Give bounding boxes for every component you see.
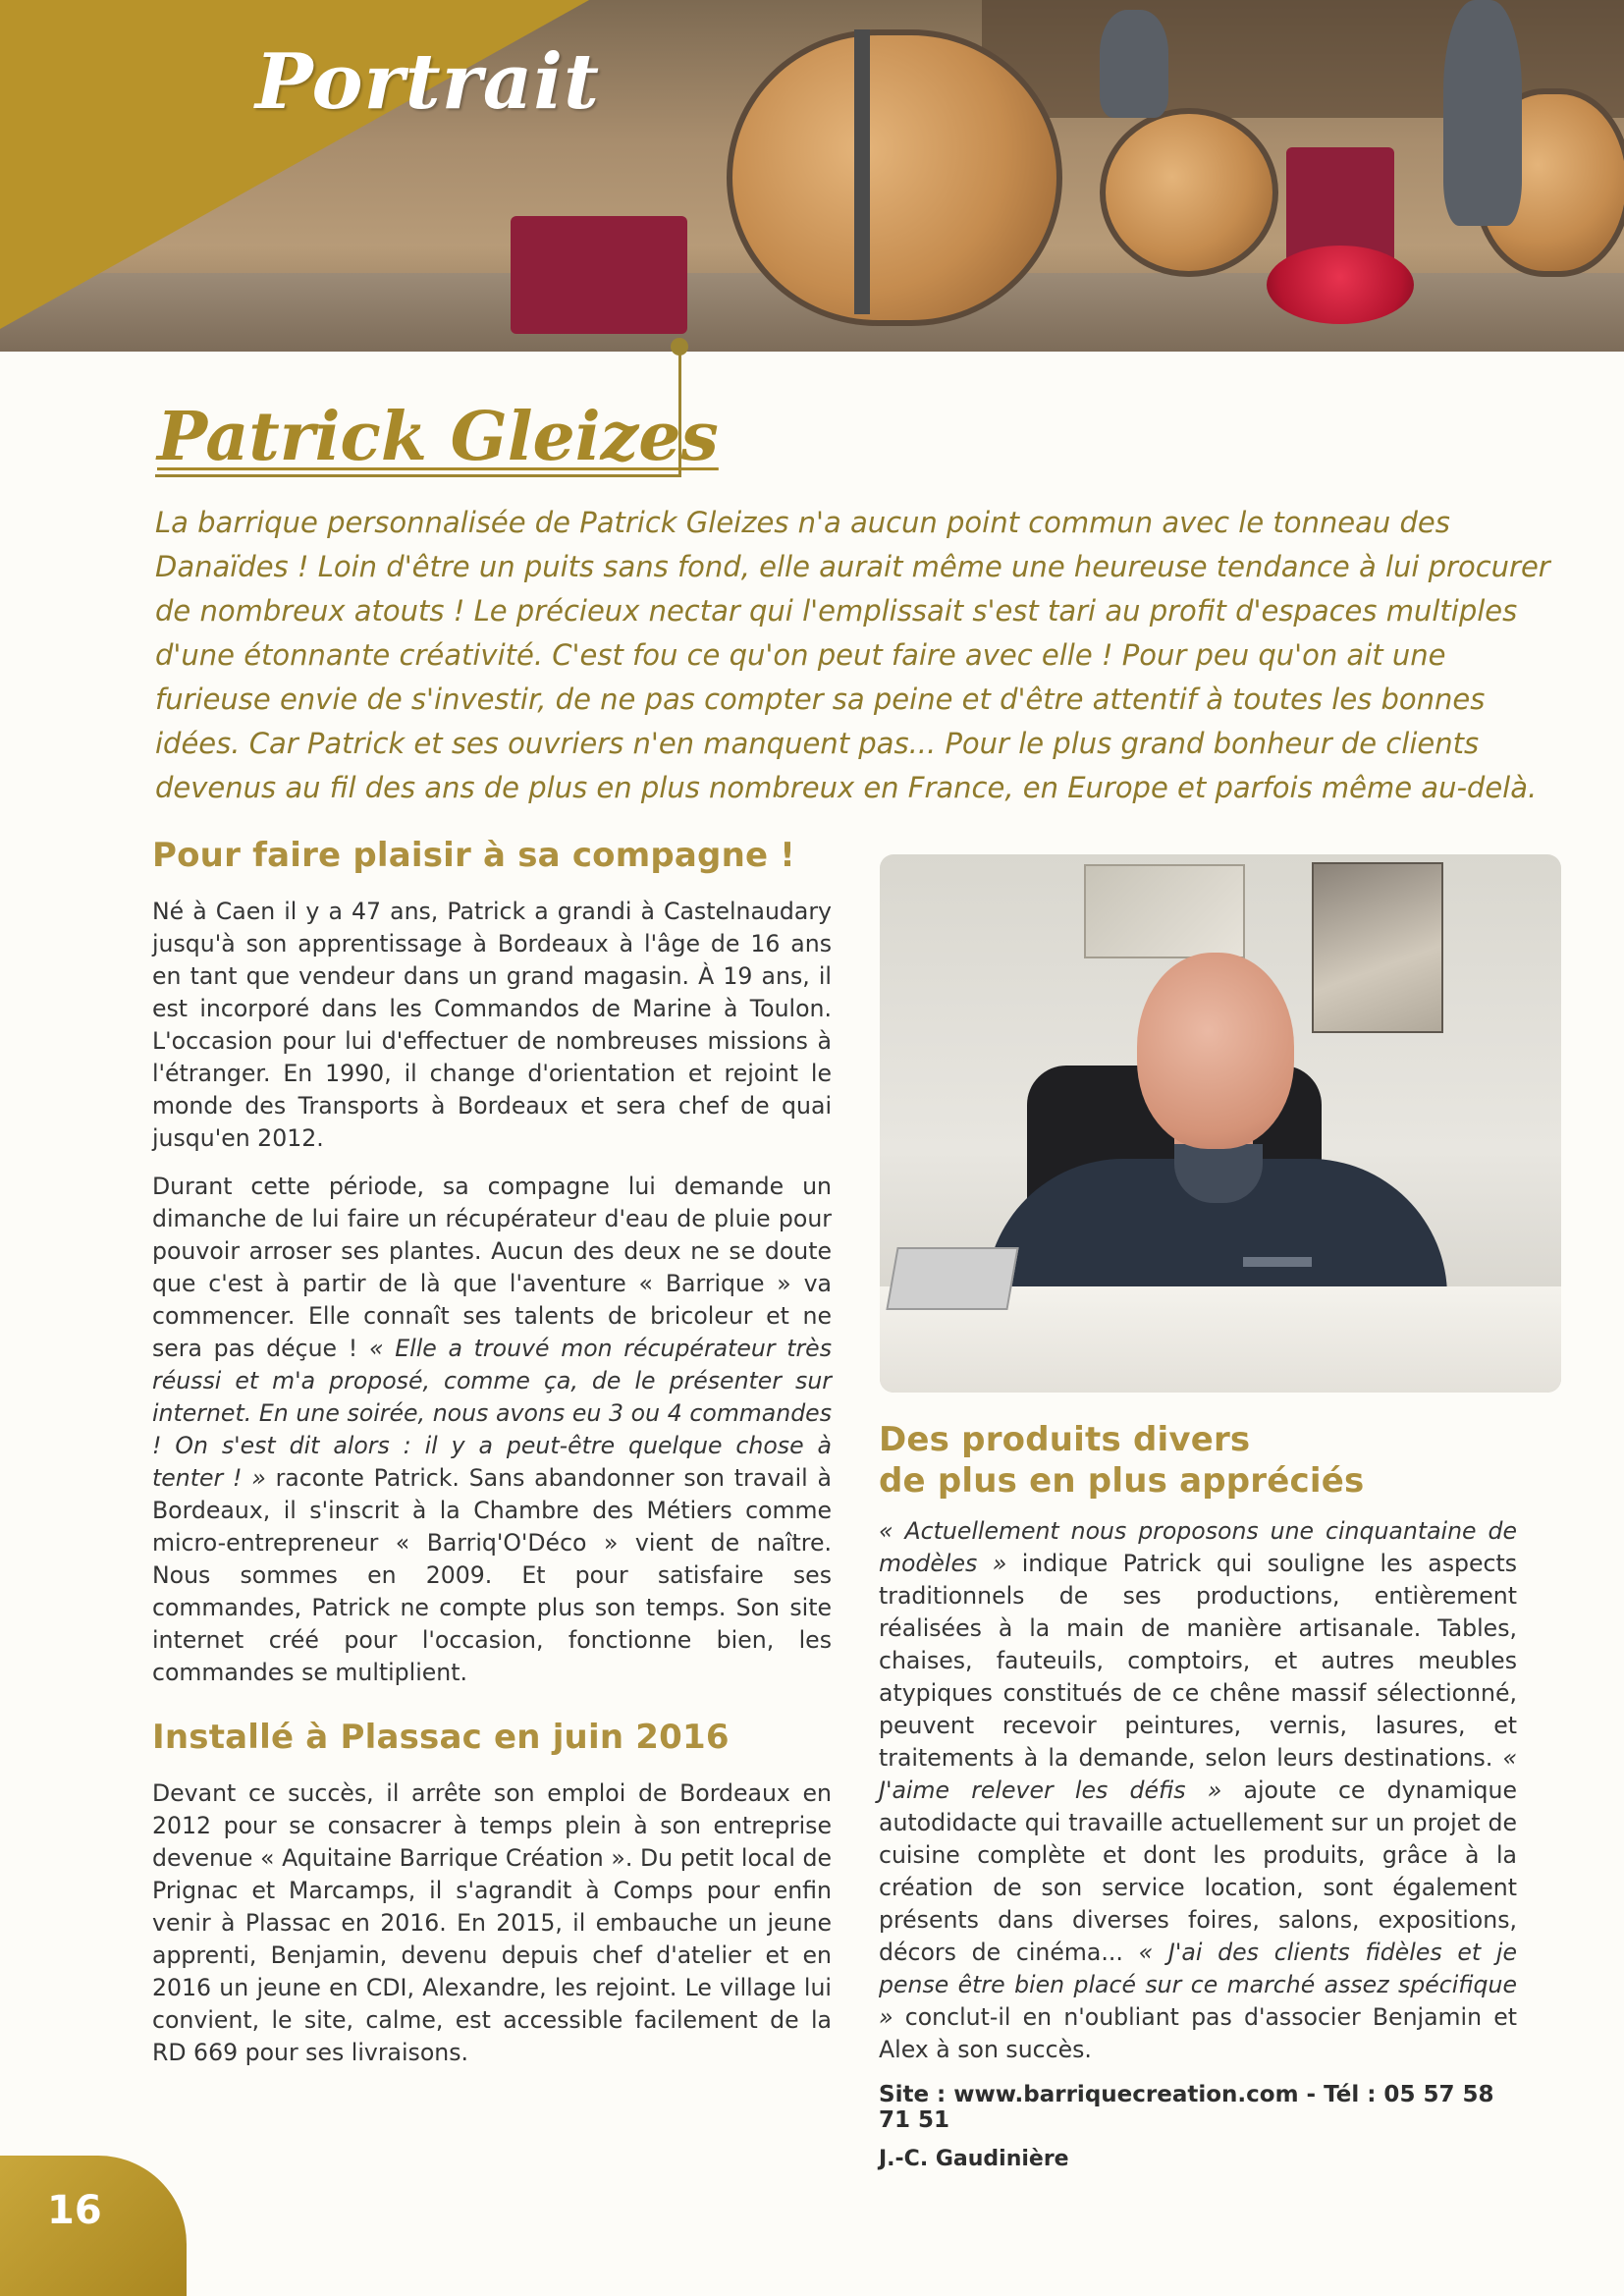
wall-frame bbox=[1312, 862, 1443, 1033]
intro-paragraph: La barrique personnalisée de Patrick Gleizes n'a aucun point commun avec le tonneau des Danaïdes ! Loin d'être un puits sans fond, elle aurait même une heureuse tendance à lui procurer de nombreux atouts ! Le précieux nectar qui l'emplissait s'est tari au profit d'espaces multiples d'une étonnante créativité. C'est fou ce qu'on peut faire avec elle ! Pour peu qu'on ait une furieuse envie de s'investir, de ne pas compter sa peine et d'être attentif à toutes les bonnes idées. Car Patrick et ses ouvriers n'en manquent pas... Pour le plus grand bonheur de clients devenus au fil des ans de plus en plus nombreux en France, en Europe et parfois même au-delà. bbox=[155, 506, 1550, 804]
barrel-hoop bbox=[854, 29, 870, 314]
section-body bbox=[879, 1515, 1517, 2066]
worker-figure bbox=[1443, 0, 1522, 226]
quote: « Elle a trouvé mon récupérateur très réussi et m'a proposé, comme ça, de le présenter sur internet. En une soirée, nous avons eu 3 ou 4 commandes ! On s'est dit alors : il y a peut-être quelque chose à tenter ! » bbox=[152, 1335, 832, 1492]
text-run: ajoute ce dynamique autodidacte qui travaille actuellement sur un projet de cuisine complète et dont les produits, grâce à la création de son service location, sont également présents dans diverses foires, salons, expositions, décors de cinéma... bbox=[879, 1777, 1517, 1966]
paragraph: Né à Caen il y a 47 ans, Patrick a grandi à Castelnaudary jusqu'à son apprentissage à Bordeaux à l'âge de 16 ans en tant que vendeur dans un grand magasin. À 19 ans, il est incorporé dans les Commandos de Marine à Toulon. L'occasion pour lui d'effectuer de nombreuses missions à l'étranger. En 1990, il change d'orientation et rejoint le monde des Transports à Bordeaux et sera chef de quai jusqu'en 2012. bbox=[152, 898, 832, 1152]
quote: « J'aime relever les défis » bbox=[879, 1744, 1517, 1804]
right-column bbox=[879, 1419, 1517, 2171]
red-stool-seat bbox=[1267, 246, 1414, 324]
text-run: conclut-il en n'oubliant pas d'associer Benjamin et Alex à son succès. bbox=[879, 2003, 1517, 2063]
paragraph bbox=[879, 1515, 1517, 2066]
author-credit: J.-C. Gaudinière bbox=[879, 2147, 1069, 2171]
section-body bbox=[152, 896, 832, 1689]
head bbox=[1137, 953, 1294, 1149]
section-label: Portrait bbox=[255, 37, 601, 127]
text-run: Durant cette période, sa compagne lui demande un dimanche de lui faire un récupérateur d'eau de pluie pour pouvoir arroser ses plantes. Aucun des deux ne se doute que c'est à partir de là que l'aventure « Barrique » va commencer. Elle connaît ses talents de bricoleur et ne sera pas déçue ! bbox=[152, 1173, 832, 1362]
heading-line: Des produits divers bbox=[879, 1420, 1251, 1459]
page-number: 16 bbox=[47, 2188, 102, 2233]
bracket-dot bbox=[671, 338, 688, 355]
contact-line: Site : www.barriquecreation.com - Tél : 05 57 58 71 51 bbox=[879, 2082, 1494, 2133]
section-body bbox=[152, 1777, 832, 2069]
text-run: indique Patrick qui souligne les aspects traditionnels de ses productions, entièrement réalisées à la main de manière artisanale. Tables, chaises, fauteuils, comptoirs, et autres meubles atypiques constitués de ce chêne massif sélectionné, peuvent recevoir peintures, vernis, lasures, et traitements à la demande, selon leurs destinations. bbox=[879, 1550, 1517, 1772]
text-run: raconte Patrick. Sans abandonner son travail à Bordeaux, il s'inscrit à la Chambre des Métiers comme micro-entrepreneur « Barriq'O'Déco » vient de naître. Nous sommes en 2009. Et pour satisfaire ses commandes, Patrick ne compte plus son temps. Son site internet créé pour l'occasion, fonctionne bien, les commandes se multiplient. bbox=[152, 1464, 832, 1686]
paragraph: Devant ce succès, il arrête son emploi de Bordeaux en 2012 pour se consacrer à temps plein à son entreprise devenue « Aquitaine Barrique Création ». Du petit local de Prignac et Marcamps, il s'agrandit à Comps pour enfin venir à Plassac en 2016. En 2015, il embauche un jeune apprenti, Benjamin, devenu depuis chef d'atelier et en 2016 un jeune en CDI, Alexandre, les rejoint. Le village lui convient, le site, calme, est accessible facilement de la RD 669 pour ses livraisons. bbox=[152, 1779, 832, 2066]
person-name-title: Patrick Gleizes bbox=[157, 398, 719, 476]
section-heading bbox=[879, 1419, 1517, 1502]
patrick-portrait-photo bbox=[880, 854, 1561, 1393]
heading-line: de plus en plus appréciés bbox=[879, 1461, 1365, 1501]
quote: « Actuellement nous proposons une cinquantaine de modèles » bbox=[879, 1517, 1517, 1577]
barrel-armchair bbox=[511, 216, 687, 334]
shirt-pocket bbox=[1243, 1257, 1312, 1267]
small-barrel bbox=[1100, 108, 1278, 277]
large-barrel bbox=[727, 29, 1062, 326]
section-heading: Pour faire plaisir à sa compagne ! bbox=[152, 836, 795, 875]
left-column bbox=[152, 835, 832, 2069]
quote: « J'ai des clients fidèles et je pense être bien placé sur ce marché assez spécifique » bbox=[879, 1939, 1517, 2031]
wall-frame bbox=[1084, 864, 1245, 958]
laptop bbox=[886, 1247, 1018, 1310]
section-heading: Installé à Plassac en juin 2016 bbox=[152, 1718, 730, 1757]
worker-figure bbox=[1100, 10, 1168, 118]
paragraph bbox=[152, 1171, 832, 1689]
